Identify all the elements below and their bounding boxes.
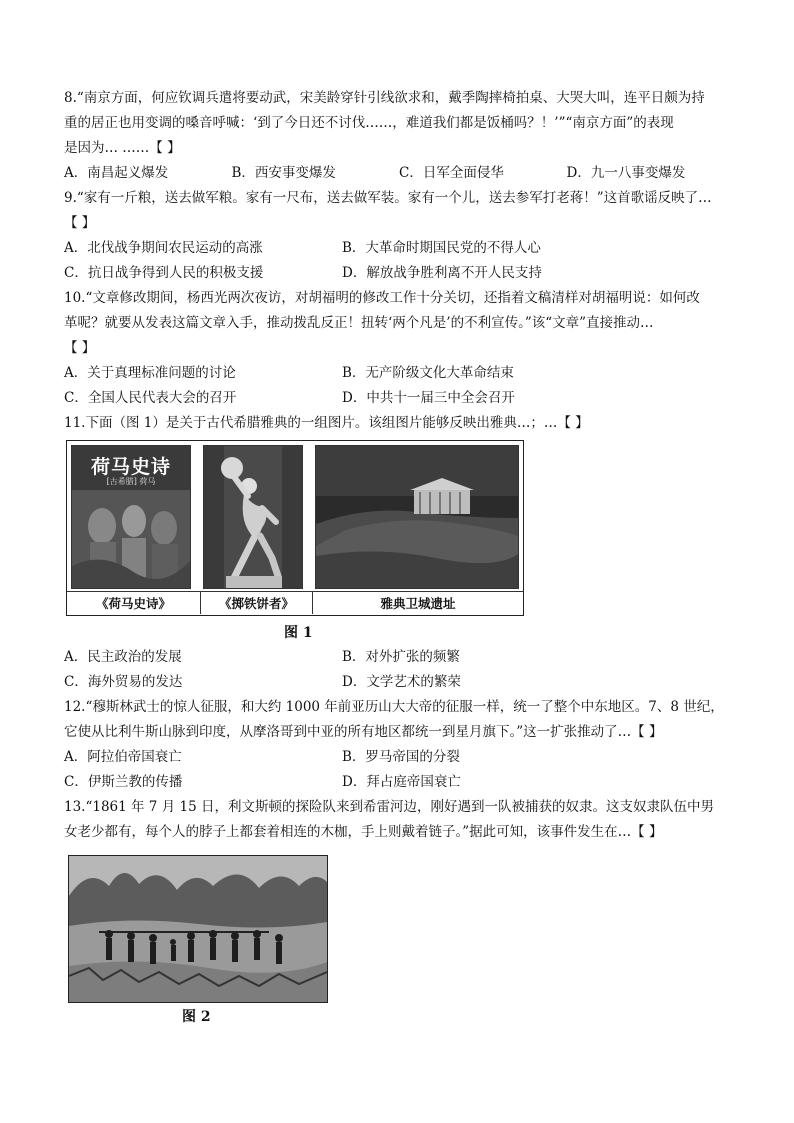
- q8-option-b[interactable]: B．西安事变爆发: [231, 165, 336, 181]
- q11-option-d[interactable]: D．文学艺术的繁荣: [342, 674, 461, 690]
- homer-epic-cover-title: 荷马史诗: [90, 456, 171, 478]
- q10-options: [64, 361, 734, 411]
- q9-options: [64, 236, 734, 286]
- acropolis-ruins-art: [316, 446, 518, 588]
- q12-option-c[interactable]: C．伊斯兰教的传播: [64, 774, 183, 790]
- q12-option-a[interactable]: A．阿拉伯帝国衰亡: [64, 749, 182, 765]
- figure-1-caption-row: [67, 591, 523, 614]
- q12-option-b[interactable]: B．罗马帝国的分裂: [342, 749, 460, 765]
- q8-options: [64, 161, 734, 186]
- acropolis-image: [315, 445, 519, 589]
- question-9: [64, 186, 734, 236]
- q9-option-c[interactable]: C．抗日战争得到人民的积极支援: [64, 265, 264, 281]
- q11-option-c[interactable]: C．海外贸易的发达: [64, 674, 183, 690]
- q8-option-d[interactable]: D．九一八事变爆发: [566, 165, 686, 181]
- q9-option-b[interactable]: B．大革命时期国民党的不得人心: [342, 240, 541, 256]
- figure-1: [66, 440, 524, 616]
- q9-option-d[interactable]: D．解放战争胜利离不开人民支持: [342, 265, 542, 281]
- q12-line2: 它使从比利牛斯山脉到印度，从摩洛哥到中亚的所有地区都统一到星月旗下。”这一扩张推动了…【 】: [64, 724, 663, 740]
- caption-discobolus: 《掷铁饼者》: [201, 592, 313, 614]
- q13-line2: 女老少都有，每个人的脖子上都套着相连的木枷，手上则戴着链子。”据此可知，该事件发生在…【 】: [64, 824, 663, 840]
- homer-epic-cover-image: [71, 445, 191, 589]
- figure-2-slave-caravan-engraving: [68, 855, 328, 1003]
- question-11: [64, 411, 734, 436]
- q10-option-c[interactable]: C．全国人民代表大会的召开: [64, 390, 237, 406]
- q10-option-a[interactable]: A．关于真理标准问题的讨论: [64, 365, 236, 381]
- q9-line2: 【 】: [64, 215, 96, 231]
- q12-line1: 12.“穆斯林武士的惊人征服，和大约 1000 年前亚历山大大帝的征服一样，统一了整个中东地区。7、8 世纪，: [64, 699, 724, 715]
- q11-options: [64, 645, 734, 695]
- q11-option-b[interactable]: B．对外扩张的频繁: [342, 649, 460, 665]
- q10-option-d[interactable]: D．中共十一届三中全会召开: [342, 390, 515, 406]
- q13-line1: 13.“1861 年 7 月 15 日，利文斯顿的探险队来到希雷河边，刚好遇到一队被捕获的奴隶。这支奴隶队伍中男: [64, 799, 714, 815]
- discobolus-statue-art: [204, 446, 302, 588]
- q10-line2: 革呢？就要从发表这篇文章入手，推动拨乱反正！扭转‘两个凡是’的不利宣传。”该“文章”直接推动…: [64, 315, 654, 331]
- figure-2-label: 图 2: [182, 1009, 211, 1025]
- question-12: [64, 695, 734, 745]
- q12-options: [64, 745, 734, 795]
- slave-caravan-engraving-art: [69, 856, 327, 1002]
- q8-option-a[interactable]: A．南昌起义爆发: [64, 165, 169, 181]
- q9-option-a[interactable]: A．北伐战争期间农民运动的高涨: [64, 240, 263, 256]
- question-8: [64, 86, 734, 161]
- discobolus-image: [203, 445, 303, 589]
- q11-option-a[interactable]: A．民主政治的发展: [64, 649, 182, 665]
- q11-line1: 11.下面（图 1）是关于古代希腊雅典的一组图片。该组图片能够反映出雅典…；…【 】: [64, 415, 589, 431]
- q10-option-b[interactable]: B．无产阶级文化大革命结束: [342, 365, 514, 381]
- caption-homer-epic: 《荷马史诗》: [67, 592, 201, 614]
- q10-line1: 10.“文章修改期间，杨西光两次夜访，对胡福明的修改工作十分关切，还指着文稿清样对胡福明说：如何改: [64, 290, 700, 306]
- homer-epic-cover-subtitle: [古希腊] 荷马: [106, 477, 156, 486]
- q8-line1: 8.“南京方面，何应钦调兵遣将要动武，宋美龄穿针引线欲求和，戴季陶摔椅拍桌、大哭大叫，连平日颇为持: [64, 90, 705, 106]
- q9-line1: 9.“家有一斤粮，送去做军粮。家有一尺布，送去做军装。家有一个儿，送去参军打老蒋！”这首歌谣反映了…: [64, 190, 712, 206]
- q8-option-c[interactable]: C．日军全面侵华: [399, 165, 504, 181]
- q12-option-d[interactable]: D．拜占庭帝国衰亡: [342, 774, 461, 790]
- question-10: [64, 286, 734, 361]
- q8-line3: 是因为… ……【 】: [64, 140, 181, 156]
- figure-1-label: 图 1: [284, 625, 313, 641]
- question-13: [64, 795, 734, 845]
- q10-line3: 【 】: [64, 340, 96, 356]
- q8-line2: 重的居正也用变调的嗓音呼喊：‘到了今日还不讨伐……，难道我们都是饭桶吗？！’”“南京方面”的表现: [64, 115, 674, 131]
- caption-acropolis: 雅典卫城遗址: [380, 596, 456, 611]
